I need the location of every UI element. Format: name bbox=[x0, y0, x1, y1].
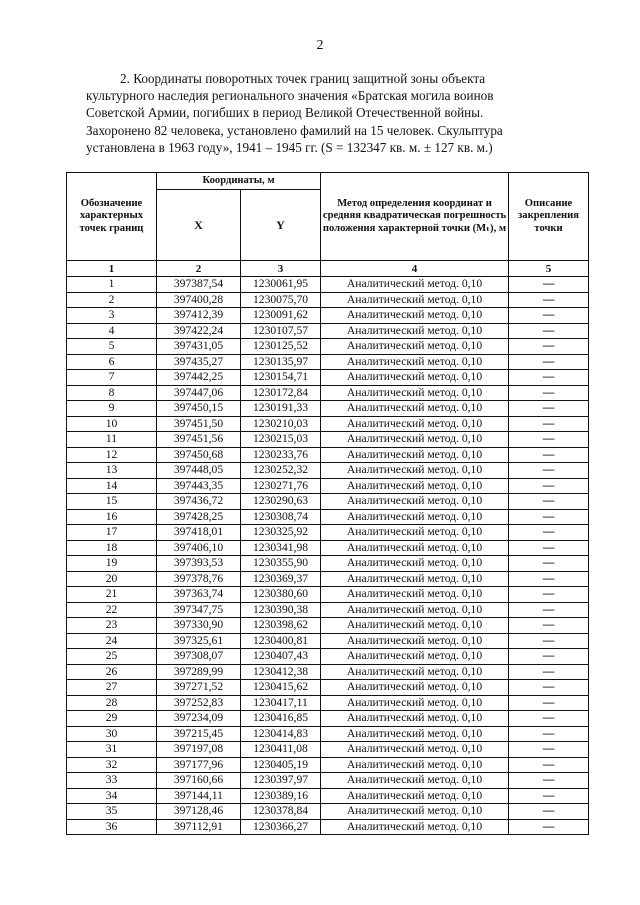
description-cell: — bbox=[509, 773, 589, 789]
y-coordinate-cell: 1230398,62 bbox=[241, 618, 321, 634]
method-cell: Аналитический метод. 0,10 bbox=[321, 339, 509, 355]
method-cell: Аналитический метод. 0,10 bbox=[321, 711, 509, 727]
description-cell: — bbox=[509, 695, 589, 711]
method-cell: Аналитический метод. 0,10 bbox=[321, 463, 509, 479]
point-number-cell: 11 bbox=[67, 432, 157, 448]
point-number-cell: 28 bbox=[67, 695, 157, 711]
point-number-cell: 29 bbox=[67, 711, 157, 727]
x-coordinate-cell: 397435,27 bbox=[157, 354, 241, 370]
description-cell: — bbox=[509, 711, 589, 727]
table-row bbox=[67, 664, 589, 680]
x-coordinate-cell: 397436,72 bbox=[157, 494, 241, 510]
point-number-cell: 1 bbox=[67, 277, 157, 293]
y-coordinate-cell: 1230415,62 bbox=[241, 680, 321, 696]
description-cell: — bbox=[509, 680, 589, 696]
column-number: 4 bbox=[321, 261, 509, 277]
point-number-cell: 10 bbox=[67, 416, 157, 432]
point-number-cell: 25 bbox=[67, 649, 157, 665]
description-cell: — bbox=[509, 308, 589, 324]
description-cell: — bbox=[509, 540, 589, 556]
x-coordinate-cell: 397347,75 bbox=[157, 602, 241, 618]
method-cell: Аналитический метод. 0,10 bbox=[321, 618, 509, 634]
method-cell: Аналитический метод. 0,10 bbox=[321, 773, 509, 789]
method-cell: Аналитический метод. 0,10 bbox=[321, 540, 509, 556]
description-cell: — bbox=[509, 277, 589, 293]
table-row bbox=[67, 494, 589, 510]
method-cell: Аналитический метод. 0,10 bbox=[321, 308, 509, 324]
description-cell: — bbox=[509, 618, 589, 634]
table-row bbox=[67, 339, 589, 355]
header-y: Y bbox=[241, 190, 321, 261]
description-cell: — bbox=[509, 494, 589, 510]
point-number-cell: 31 bbox=[67, 742, 157, 758]
description-cell: — bbox=[509, 432, 589, 448]
x-coordinate-cell: 397431,05 bbox=[157, 339, 241, 355]
method-cell: Аналитический метод. 0,10 bbox=[321, 292, 509, 308]
x-coordinate-cell: 397422,24 bbox=[157, 323, 241, 339]
y-coordinate-cell: 1230400,81 bbox=[241, 633, 321, 649]
point-number-cell: 27 bbox=[67, 680, 157, 696]
y-coordinate-cell: 1230271,76 bbox=[241, 478, 321, 494]
description-cell: — bbox=[509, 447, 589, 463]
y-coordinate-cell: 1230172,84 bbox=[241, 385, 321, 401]
header-description: Описание закрепления точки bbox=[509, 173, 589, 261]
point-number-cell: 3 bbox=[67, 308, 157, 324]
method-cell: Аналитический метод. 0,10 bbox=[321, 401, 509, 417]
point-number-cell: 8 bbox=[67, 385, 157, 401]
y-coordinate-cell: 1230390,38 bbox=[241, 602, 321, 618]
method-cell: Аналитический метод. 0,10 bbox=[321, 509, 509, 525]
point-number-cell: 16 bbox=[67, 509, 157, 525]
table-row bbox=[67, 649, 589, 665]
intro-line: Захоронено 82 человека, установлено фамилий на 15 человек. Скульптура bbox=[86, 122, 503, 138]
method-cell: Аналитический метод. 0,10 bbox=[321, 695, 509, 711]
header-designation: Обозначение характерных точек границ bbox=[67, 173, 157, 261]
table-row bbox=[67, 509, 589, 525]
header-coordinates: Координаты, м bbox=[157, 173, 321, 190]
y-coordinate-cell: 1230341,98 bbox=[241, 540, 321, 556]
table-row bbox=[67, 323, 589, 339]
y-coordinate-cell: 1230135,97 bbox=[241, 354, 321, 370]
description-cell: — bbox=[509, 509, 589, 525]
method-cell: Аналитический метод. 0,10 bbox=[321, 478, 509, 494]
table-row bbox=[67, 804, 589, 820]
column-number: 5 bbox=[509, 261, 589, 277]
point-number-cell: 34 bbox=[67, 788, 157, 804]
y-coordinate-cell: 1230355,90 bbox=[241, 556, 321, 572]
table-row bbox=[67, 354, 589, 370]
intro-line: Советской Армии, погибших в период Великой Отечественной войны. bbox=[86, 105, 484, 121]
point-number-cell: 24 bbox=[67, 633, 157, 649]
y-coordinate-cell: 1230215,03 bbox=[241, 432, 321, 448]
y-coordinate-cell: 1230407,43 bbox=[241, 649, 321, 665]
y-coordinate-cell: 1230380,60 bbox=[241, 587, 321, 603]
point-number-cell: 20 bbox=[67, 571, 157, 587]
point-number-cell: 5 bbox=[67, 339, 157, 355]
header-x: X bbox=[157, 190, 241, 261]
method-cell: Аналитический метод. 0,10 bbox=[321, 742, 509, 758]
x-coordinate-cell: 397112,91 bbox=[157, 819, 241, 835]
table-row bbox=[67, 757, 589, 773]
description-cell: — bbox=[509, 463, 589, 479]
table-row bbox=[67, 447, 589, 463]
table-row bbox=[67, 602, 589, 618]
intro-paragraph bbox=[86, 70, 574, 156]
description-cell: — bbox=[509, 602, 589, 618]
x-coordinate-cell: 397406,10 bbox=[157, 540, 241, 556]
method-cell: Аналитический метод. 0,10 bbox=[321, 587, 509, 603]
y-coordinate-cell: 1230416,85 bbox=[241, 711, 321, 727]
table-row bbox=[67, 401, 589, 417]
x-coordinate-cell: 397289,99 bbox=[157, 664, 241, 680]
method-cell: Аналитический метод. 0,10 bbox=[321, 819, 509, 835]
point-number-cell: 15 bbox=[67, 494, 157, 510]
point-number-cell: 21 bbox=[67, 587, 157, 603]
y-coordinate-cell: 1230411,08 bbox=[241, 742, 321, 758]
point-number-cell: 33 bbox=[67, 773, 157, 789]
point-number-cell: 26 bbox=[67, 664, 157, 680]
point-number-cell: 13 bbox=[67, 463, 157, 479]
y-coordinate-cell: 1230125,52 bbox=[241, 339, 321, 355]
point-number-cell: 9 bbox=[67, 401, 157, 417]
x-coordinate-cell: 397448,05 bbox=[157, 463, 241, 479]
table-row bbox=[67, 525, 589, 541]
method-cell: Аналитический метод. 0,10 bbox=[321, 649, 509, 665]
y-coordinate-cell: 1230405,19 bbox=[241, 757, 321, 773]
table-row bbox=[67, 571, 589, 587]
table-row bbox=[67, 680, 589, 696]
x-coordinate-cell: 397443,35 bbox=[157, 478, 241, 494]
description-cell: — bbox=[509, 742, 589, 758]
x-coordinate-cell: 397451,50 bbox=[157, 416, 241, 432]
table-row bbox=[67, 819, 589, 835]
method-cell: Аналитический метод. 0,10 bbox=[321, 447, 509, 463]
method-cell: Аналитический метод. 0,10 bbox=[321, 726, 509, 742]
table-row bbox=[67, 277, 589, 293]
description-cell: — bbox=[509, 757, 589, 773]
table-row bbox=[67, 463, 589, 479]
coordinates-table bbox=[66, 172, 589, 835]
method-cell: Аналитический метод. 0,10 bbox=[321, 323, 509, 339]
x-coordinate-cell: 397177,96 bbox=[157, 757, 241, 773]
y-coordinate-cell: 1230397,97 bbox=[241, 773, 321, 789]
method-cell: Аналитический метод. 0,10 bbox=[321, 556, 509, 572]
x-coordinate-cell: 397450,15 bbox=[157, 401, 241, 417]
description-cell: — bbox=[509, 571, 589, 587]
y-coordinate-cell: 1230378,84 bbox=[241, 804, 321, 820]
description-cell: — bbox=[509, 525, 589, 541]
x-coordinate-cell: 397442,25 bbox=[157, 370, 241, 386]
y-coordinate-cell: 1230252,32 bbox=[241, 463, 321, 479]
table-row bbox=[67, 711, 589, 727]
method-cell: Аналитический метод. 0,10 bbox=[321, 277, 509, 293]
intro-line: установлена в 1963 году», 1941 – 1945 гг. (S = 132347 кв. м. ± 127 кв. м.) bbox=[86, 139, 493, 155]
x-coordinate-cell: 397400,28 bbox=[157, 292, 241, 308]
x-coordinate-cell: 397252,83 bbox=[157, 695, 241, 711]
table-row bbox=[67, 726, 589, 742]
y-coordinate-cell: 1230325,92 bbox=[241, 525, 321, 541]
table-row bbox=[67, 540, 589, 556]
description-cell: — bbox=[509, 804, 589, 820]
method-cell: Аналитический метод. 0,10 bbox=[321, 788, 509, 804]
method-cell: Аналитический метод. 0,10 bbox=[321, 757, 509, 773]
description-cell: — bbox=[509, 416, 589, 432]
y-coordinate-cell: 1230107,57 bbox=[241, 323, 321, 339]
description-cell: — bbox=[509, 587, 589, 603]
point-number-cell: 30 bbox=[67, 726, 157, 742]
x-coordinate-cell: 397325,61 bbox=[157, 633, 241, 649]
table-row bbox=[67, 695, 589, 711]
page-number: 2 bbox=[316, 38, 324, 53]
table-row bbox=[67, 742, 589, 758]
table-row bbox=[67, 370, 589, 386]
table-row bbox=[67, 292, 589, 308]
point-number-cell: 7 bbox=[67, 370, 157, 386]
x-coordinate-cell: 397451,56 bbox=[157, 432, 241, 448]
x-coordinate-cell: 397447,06 bbox=[157, 385, 241, 401]
method-cell: Аналитический метод. 0,10 bbox=[321, 571, 509, 587]
y-coordinate-cell: 1230191,33 bbox=[241, 401, 321, 417]
description-cell: — bbox=[509, 370, 589, 386]
method-cell: Аналитический метод. 0,10 bbox=[321, 494, 509, 510]
method-cell: Аналитический метод. 0,10 bbox=[321, 385, 509, 401]
y-coordinate-cell: 1230210,03 bbox=[241, 416, 321, 432]
method-cell: Аналитический метод. 0,10 bbox=[321, 804, 509, 820]
point-number-cell: 12 bbox=[67, 447, 157, 463]
method-cell: Аналитический метод. 0,10 bbox=[321, 633, 509, 649]
y-coordinate-cell: 1230233,76 bbox=[241, 447, 321, 463]
x-coordinate-cell: 397363,74 bbox=[157, 587, 241, 603]
point-number-cell: 35 bbox=[67, 804, 157, 820]
point-number-cell: 2 bbox=[67, 292, 157, 308]
description-cell: — bbox=[509, 649, 589, 665]
header-method: Метод определения координат и средняя квадратическая погрешность положения характерной точки (Mₜ), м bbox=[321, 173, 509, 261]
point-number-cell: 23 bbox=[67, 618, 157, 634]
table-row bbox=[67, 478, 589, 494]
x-coordinate-cell: 397412,39 bbox=[157, 308, 241, 324]
y-coordinate-cell: 1230154,71 bbox=[241, 370, 321, 386]
intro-line: 2. Координаты поворотных точек границ защитной зоны объекта bbox=[120, 71, 486, 86]
method-cell: Аналитический метод. 0,10 bbox=[321, 432, 509, 448]
method-cell: Аналитический метод. 0,10 bbox=[321, 416, 509, 432]
y-coordinate-cell: 1230091,62 bbox=[241, 308, 321, 324]
description-cell: — bbox=[509, 478, 589, 494]
table-row bbox=[67, 308, 589, 324]
description-cell: — bbox=[509, 556, 589, 572]
x-coordinate-cell: 397387,54 bbox=[157, 277, 241, 293]
description-cell: — bbox=[509, 401, 589, 417]
description-cell: — bbox=[509, 385, 589, 401]
x-coordinate-cell: 397197,08 bbox=[157, 742, 241, 758]
description-cell: — bbox=[509, 354, 589, 370]
point-number-cell: 17 bbox=[67, 525, 157, 541]
y-coordinate-cell: 1230412,38 bbox=[241, 664, 321, 680]
table-row bbox=[67, 618, 589, 634]
x-coordinate-cell: 397428,25 bbox=[157, 509, 241, 525]
x-coordinate-cell: 397271,52 bbox=[157, 680, 241, 696]
table-row bbox=[67, 633, 589, 649]
intro-line: культурного наследия регионального значения «Братская могила воинов bbox=[86, 88, 494, 104]
y-coordinate-cell: 1230417,11 bbox=[241, 695, 321, 711]
x-coordinate-cell: 397378,76 bbox=[157, 571, 241, 587]
table-row bbox=[67, 587, 589, 603]
x-coordinate-cell: 397418,01 bbox=[157, 525, 241, 541]
point-number-cell: 36 bbox=[67, 819, 157, 835]
y-coordinate-cell: 1230290,63 bbox=[241, 494, 321, 510]
x-coordinate-cell: 397450,68 bbox=[157, 447, 241, 463]
x-coordinate-cell: 397393,53 bbox=[157, 556, 241, 572]
y-coordinate-cell: 1230369,37 bbox=[241, 571, 321, 587]
table-row bbox=[67, 788, 589, 804]
column-number: 1 bbox=[67, 261, 157, 277]
column-number: 2 bbox=[157, 261, 241, 277]
description-cell: — bbox=[509, 323, 589, 339]
method-cell: Аналитический метод. 0,10 bbox=[321, 370, 509, 386]
column-number: 3 bbox=[241, 261, 321, 277]
description-cell: — bbox=[509, 339, 589, 355]
point-number-cell: 19 bbox=[67, 556, 157, 572]
point-number-cell: 32 bbox=[67, 757, 157, 773]
y-coordinate-cell: 1230389,16 bbox=[241, 788, 321, 804]
table-row bbox=[67, 556, 589, 572]
point-number-cell: 18 bbox=[67, 540, 157, 556]
x-coordinate-cell: 397330,90 bbox=[157, 618, 241, 634]
table-row bbox=[67, 773, 589, 789]
method-cell: Аналитический метод. 0,10 bbox=[321, 354, 509, 370]
method-cell: Аналитический метод. 0,10 bbox=[321, 680, 509, 696]
y-coordinate-cell: 1230366,27 bbox=[241, 819, 321, 835]
description-cell: — bbox=[509, 292, 589, 308]
table-row bbox=[67, 432, 589, 448]
method-cell: Аналитический метод. 0,10 bbox=[321, 602, 509, 618]
x-coordinate-cell: 397160,66 bbox=[157, 773, 241, 789]
point-number-cell: 14 bbox=[67, 478, 157, 494]
y-coordinate-cell: 1230061,95 bbox=[241, 277, 321, 293]
point-number-cell: 6 bbox=[67, 354, 157, 370]
method-cell: Аналитический метод. 0,10 bbox=[321, 664, 509, 680]
description-cell: — bbox=[509, 726, 589, 742]
table-row bbox=[67, 416, 589, 432]
x-coordinate-cell: 397144,11 bbox=[157, 788, 241, 804]
y-coordinate-cell: 1230414,83 bbox=[241, 726, 321, 742]
description-cell: — bbox=[509, 664, 589, 680]
description-cell: — bbox=[509, 788, 589, 804]
description-cell: — bbox=[509, 819, 589, 835]
description-cell: — bbox=[509, 633, 589, 649]
point-number-cell: 4 bbox=[67, 323, 157, 339]
y-coordinate-cell: 1230308,74 bbox=[241, 509, 321, 525]
y-coordinate-cell: 1230075,70 bbox=[241, 292, 321, 308]
x-coordinate-cell: 397128,46 bbox=[157, 804, 241, 820]
x-coordinate-cell: 397234,09 bbox=[157, 711, 241, 727]
table-row bbox=[67, 385, 589, 401]
method-cell: Аналитический метод. 0,10 bbox=[321, 525, 509, 541]
point-number-cell: 22 bbox=[67, 602, 157, 618]
x-coordinate-cell: 397215,45 bbox=[157, 726, 241, 742]
column-number-row bbox=[67, 261, 589, 277]
x-coordinate-cell: 397308,07 bbox=[157, 649, 241, 665]
